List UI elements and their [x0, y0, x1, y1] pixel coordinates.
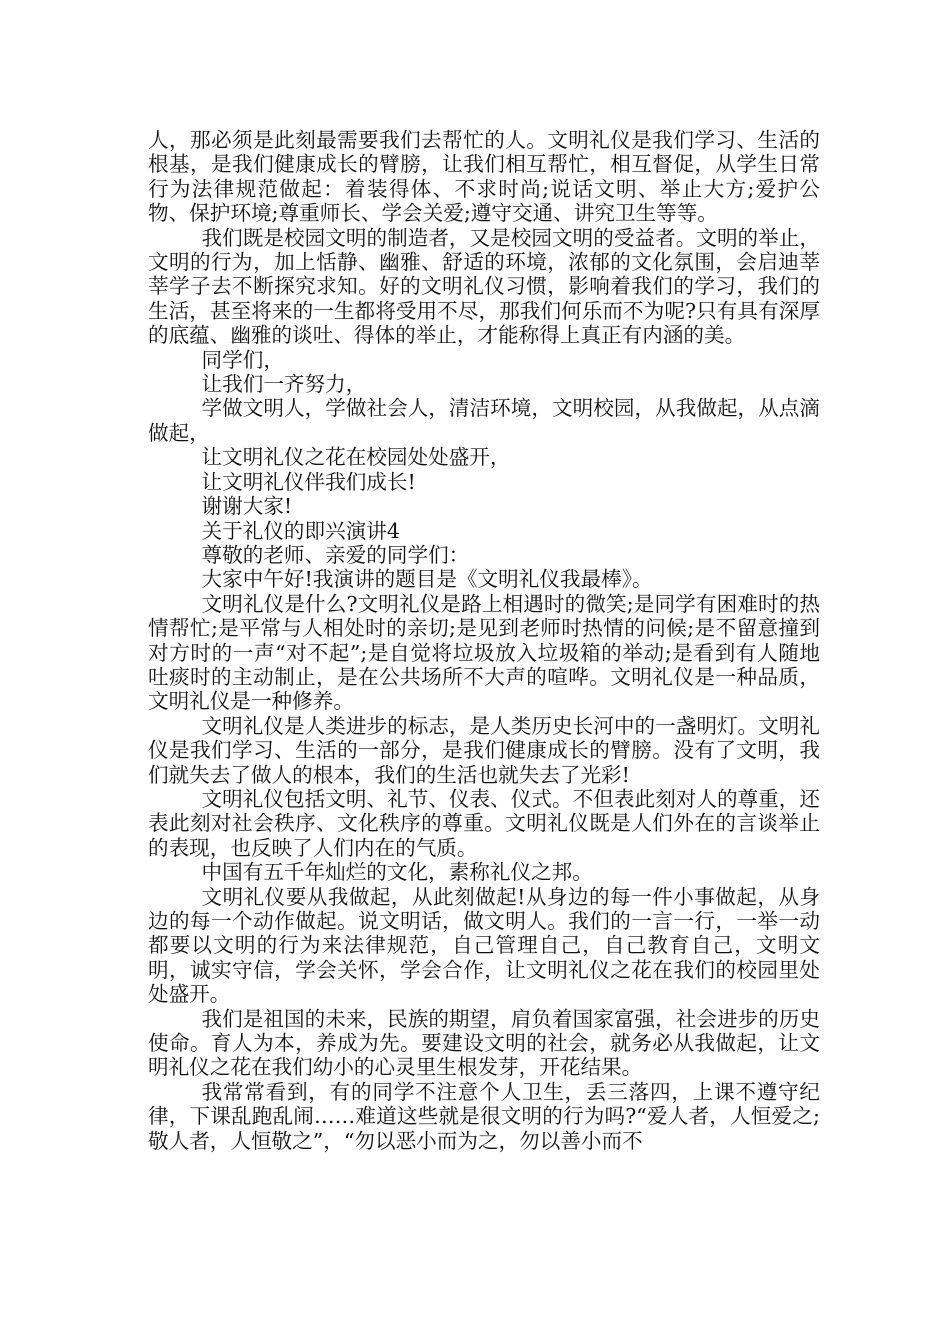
paragraph: 我们是祖国的未来，民族的期望，肩负着国家富强，社会进步的历史使命。育人为本，养成为先。要建设文明的社会，就务必从我做起，让文明礼仪之花在我们幼小的心灵里生根发芽，开花结果。 — [148, 1006, 820, 1080]
paragraph: 大家中午好!我演讲的题目是《文明礼仪我最棒》。 — [201, 567, 653, 592]
paragraph: 让我们一齐努力， — [201, 372, 367, 397]
paragraph: 谢谢大家! — [201, 494, 293, 519]
paragraph: 文明礼仪要从我做起，从此刻做起!从身边的每一件小事做起，从身边的每一个动作做起。说文明话，做文明人。我们的一言一行，一举一动都要以文明的行为来法律规范，自己管理自己，自己教育自己，文明文明，诚实守信，学会关怀，学会合作，让文明礼仪之花在我们的校园里处处盛开。 — [148, 884, 820, 1007]
paragraph: 文明礼仪包括文明、礼节、仪表、仪式。不但表此刻对人的尊重，还表此刻对社会秩序、文化秩序的尊重。文明礼仪既是人们外在的言谈举止的表现，也反映了人们内在的气质。 — [148, 786, 820, 860]
paragraph: 学做文明人，学做社会人，清洁环境，文明校园，从我做起，从点滴做起， — [148, 396, 820, 445]
paragraph: 文明礼仪是什么?文明礼仪是路上相遇时的微笑;是同学有困难时的热情帮忙;是平常与人相处时的亲切;是见到老师时热情的问候;是不留意撞到对方时的一声“对不起”;是自觉将垃圾放入垃圾箱的举动;是看到有人随地吐痰时的主动制止，是在公共场所不大声的喧哗。文明礼仪是一种品质，文明礼仪是一种修养。 — [148, 591, 820, 714]
document-body — [148, 128, 820, 1153]
paragraph: 文明礼仪是人类进步的标志，是人类历史长河中的一盏明灯。文明礼仪是我们学习、生活的一部分，是我们健康成长的臂膀。没有了文明，我们就失去了做人的根本，我们的生活也就失去了光彩! — [148, 713, 820, 787]
section-heading: 关于礼仪的即兴演讲4 — [201, 518, 400, 543]
paragraph: 让文明礼仪伴我们成长! — [201, 469, 416, 494]
paragraph: 让文明礼仪之花在校园处处盛开， — [201, 445, 511, 470]
paragraph: 我们既是校园文明的制造者，又是校园文明的受益者。文明的举止，文明的行为，加上恬静、幽雅、舒适的环境，浓郁的文化氛围，会启迪莘莘学子去不断探究求知。好的文明礼仪习惯，影响着我们的学习，我们的生活，甚至将来的一生都将受用不尽，那我们何乐而不为呢?只有具有深厚的底蕴、幽雅的谈吐、得体的举止，才能称得上真正有内涵的美。 — [148, 225, 820, 348]
paragraph: 同学们， — [201, 347, 284, 372]
paragraph: 中国有五千年灿烂的文化，素称礼仪之邦。 — [201, 860, 593, 885]
paragraph: 人，那必须是此刻最需要我们去帮忙的人。文明礼仪是我们学习、生活的根基，是我们健康成长的臂膀，让我们相互帮忙，相互督促，从学生日常行为法律规范做起：着装得体、不求时尚;说话文明、举止大方;爱护公物、保护环境;尊重师长、学会关爱;遵守交通、讲究卫生等等。 — [148, 128, 820, 226]
paragraph: 我常常看到，有的同学不注意个人卫生，丢三落四，上课不遵守纪律，下课乱跑乱闹……难道这些就是很文明的行为吗?“爱人者，人恒爱之;敬人者，人恒敬之”，“勿以恶小而为之，勿以善小而不 — [148, 1079, 820, 1153]
salutation: 尊敬的老师、亲爱的同学们： — [201, 542, 470, 567]
